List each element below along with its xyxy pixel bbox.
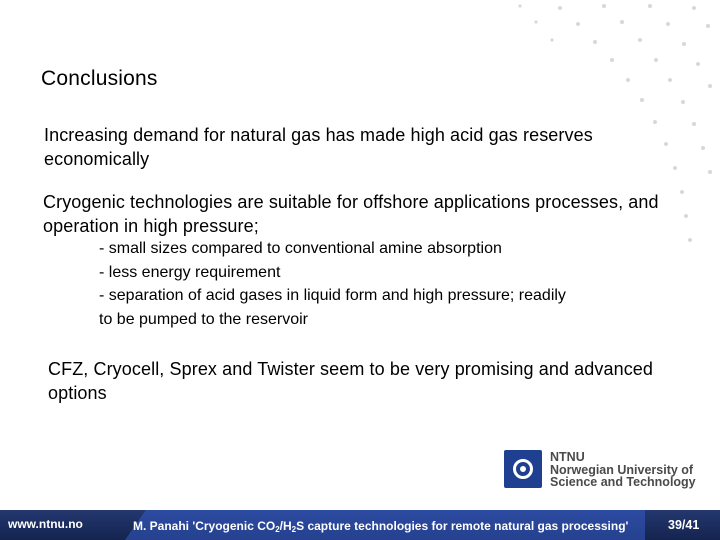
footer-bar	[0, 510, 720, 540]
conclusion-paragraph-cryogenic: Cryogenic technologies are suitable for offshore applications processes, and operation in high pressure;	[43, 192, 659, 236]
advantages-list	[99, 237, 659, 331]
logo-line: Science and Technology	[550, 475, 696, 489]
logo-line: NTNU	[550, 450, 585, 464]
slide-title: Conclusions	[41, 67, 158, 90]
footer-url: www.ntnu.no	[8, 517, 83, 531]
ntnu-emblem-icon	[504, 450, 542, 488]
page-number: 39/41	[668, 518, 700, 532]
list-item: - separation of acid gases in liquid form and high pressure; readily	[99, 287, 566, 304]
list-item: to be pumped to the reservoir	[99, 310, 309, 328]
list-item: - small sizes compared to conventional amine absorption	[99, 240, 502, 257]
conclusion-paragraph-options: CFZ, Cryocell, Sprex and Twister seem to be very promising and advanced options	[48, 359, 654, 403]
ntnu-logo-text	[550, 451, 720, 489]
footer-credit: M. Panahi 'Cryogenic $CO_2/H_2S$ capture technologies for remote natural gas processing'	[133, 519, 629, 534]
conclusion-paragraph-demand: Increasing demand for natural gas has made high acid gas reserves economically	[44, 125, 593, 169]
list-item: - less energy requirement	[99, 263, 281, 281]
logo-line: Norwegian University of	[550, 462, 694, 477]
